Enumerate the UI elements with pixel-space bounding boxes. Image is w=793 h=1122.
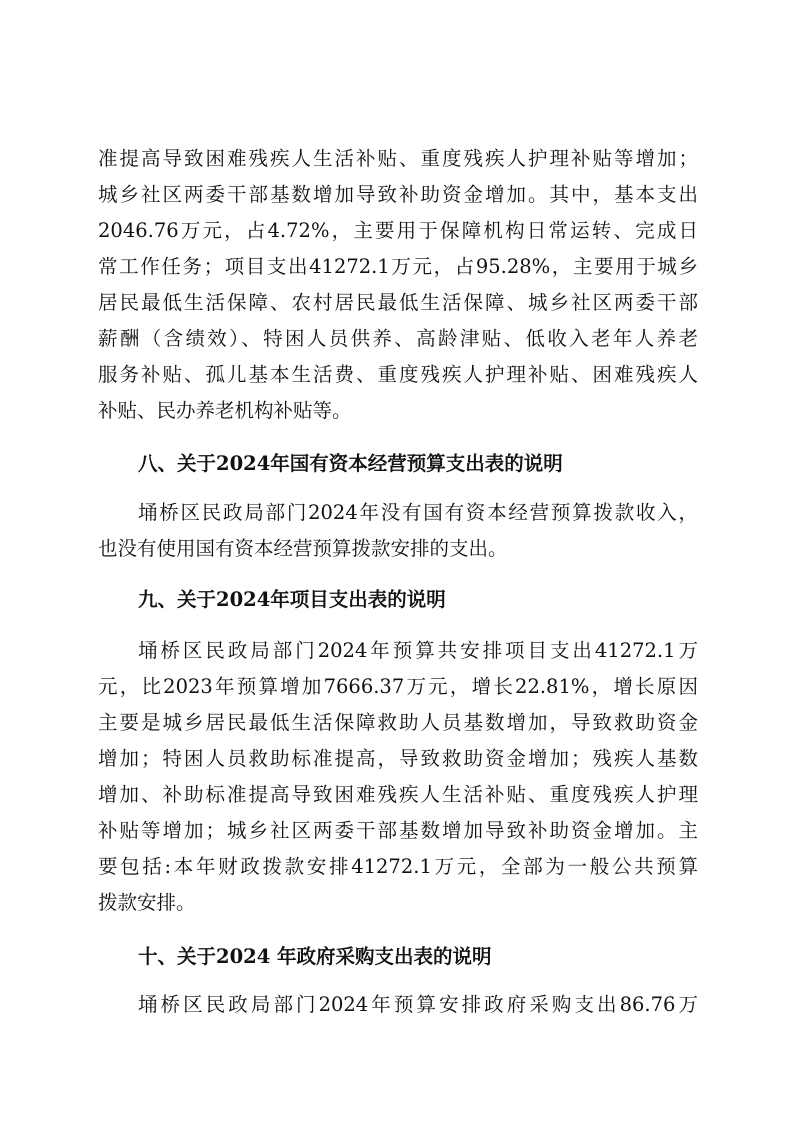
body-line: 要包括:本年财政拨款安排41272.1万元，全部为一般公共预算 [98, 855, 698, 878]
body-line: 拨款安排。 [98, 891, 196, 914]
body-line: 补贴、民办养老机构补贴等。 [98, 399, 352, 422]
body-line: 服务补贴、孤儿基本生活费、重度残疾人护理补贴、困难残疾人 [98, 363, 698, 386]
body-line: 2046.76万元，占4.72%，主要用于保障机构日常运转、完成日 [98, 219, 698, 242]
body-line: 主要是城乡居民最低生活保障救助人员基数增加，导致救助资金 [98, 711, 698, 734]
body-line: 增加、补助标准提高导致困难残疾人生活补贴、重度残疾人护理 [98, 783, 698, 806]
body-line: 薪酬（含绩效）、特困人员供养、高龄津贴、低收入老年人养老 [98, 327, 698, 350]
section-heading-10: 十、关于2024 年政府采购支出表的说明 [138, 945, 492, 968]
body-line: 埇桥区民政局部门2024年没有国有资本经营预算拨款收入， [138, 501, 698, 524]
body-line: 城乡社区两委干部基数增加导致补助资金增加。其中，基本支出 [98, 183, 698, 206]
body-line: 常工作任务；项目支出41272.1万元，占95.28%，主要用于城乡 [98, 255, 698, 278]
body-line: 准提高导致困难残疾人生活补贴、重度残疾人护理补贴等增加； [98, 147, 698, 170]
body-line: 元，比2023年预算增加7666.37万元，增长22.81%，增长原因 [98, 675, 698, 698]
body-line: 增加；特困人员救助标准提高，导致救助资金增加；残疾人基数 [98, 747, 698, 770]
body-line: 埇桥区民政局部门2024年预算安排政府采购支出86.76万 [138, 993, 698, 1016]
body-line: 补贴等增加；城乡社区两委干部基数增加导致补助资金增加。主 [98, 819, 698, 842]
body-line: 也没有使用国有资本经营预算拨款安排的支出。 [98, 537, 508, 560]
section-heading-8: 八、关于2024年国有资本经营预算支出表的说明 [138, 452, 563, 475]
section-heading-9: 九、关于2024年项目支出表的说明 [138, 588, 446, 611]
body-line: 居民最低生活保障、农村居民最低生活保障、城乡社区两委干部 [98, 291, 698, 314]
body-line: 埇桥区民政局部门2024年预算共安排项目支出41272.1万 [138, 639, 698, 662]
